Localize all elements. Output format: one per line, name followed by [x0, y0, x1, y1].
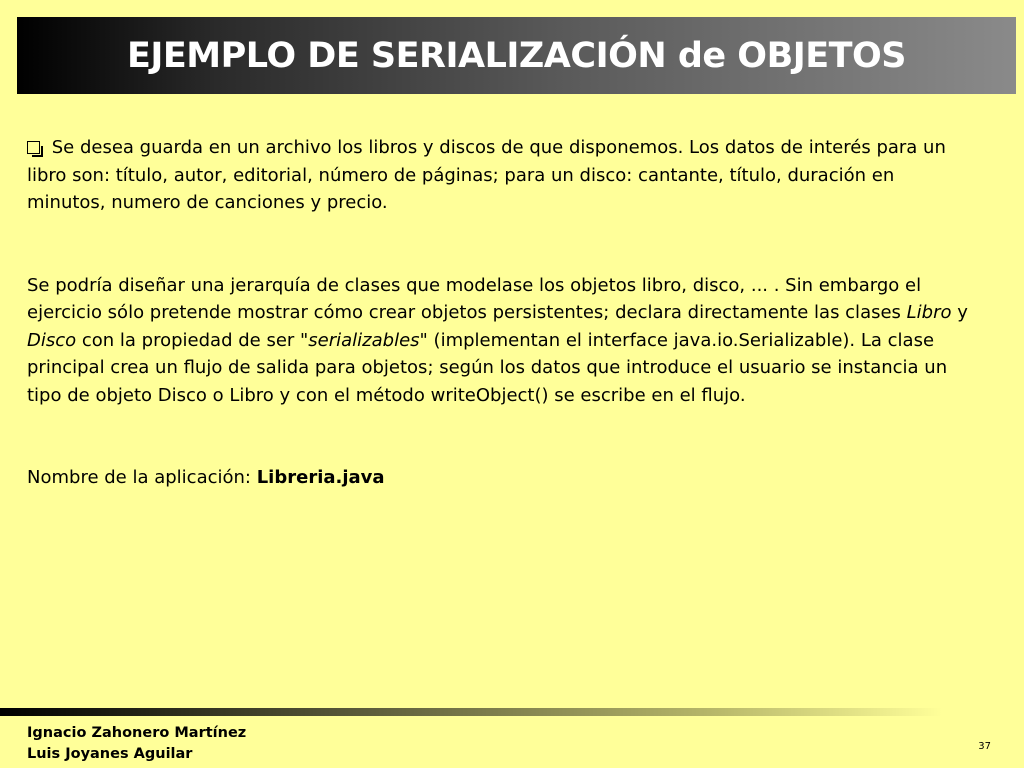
- footer-authors: [27, 723, 246, 765]
- checkbox-bullet-icon: [27, 141, 40, 154]
- serializables-term: "serializables": [300, 329, 428, 351]
- paragraph-intro-text: Se desea guarda en un archivo los libros y discos de que disponemos. Los datos de interés para un libro son: título, autor, editorial, número de páginas; para un disco: cantante, título, duración en minutos, numero de canciones y precio.: [27, 137, 946, 213]
- paragraph-app-name: [27, 464, 977, 492]
- title-bar: [17, 17, 1016, 94]
- slide-content: [27, 134, 977, 492]
- footer-divider: [0, 708, 1024, 716]
- author-name-2: Luis Joyanes Aguilar: [27, 746, 193, 762]
- app-name-label: Nombre de la aplicación:: [27, 467, 257, 488]
- page-number: 37: [978, 741, 991, 752]
- app-name-value: Libreria.java: [256, 467, 385, 488]
- author-name-1: Ignacio Zahonero Martínez: [27, 725, 247, 741]
- paragraph-design: [27, 272, 977, 410]
- class-name-disco: Disco: [27, 329, 77, 351]
- paragraph-design-text-2: y: [951, 302, 968, 323]
- paragraph-intro: [27, 134, 977, 217]
- paragraph-design-text-3: con la propiedad de ser: [76, 329, 301, 351]
- paragraph-design-text-1: Se podría diseñar una jerarquía de clases que modelase los objetos libro, disco, ... . Sin embargo el ejercicio sólo pretende mostrar cómo crear objetos persistentes; declara directamente las clases: [27, 274, 922, 323]
- class-name-libro: Libro: [906, 302, 952, 323]
- paragraph-design-text-4: (implementan el interface java.io.Serializable). La clase principal crea un flujo de salida para objetos; según los datos que introduce el usuario se instancia un tipo de objeto Disco o Libro y con el método writeObject() se escribe en el flujo.: [27, 329, 948, 406]
- slide-title: EJEMPLO DE SERIALIZACIÓN de OBJETOS: [126, 35, 907, 76]
